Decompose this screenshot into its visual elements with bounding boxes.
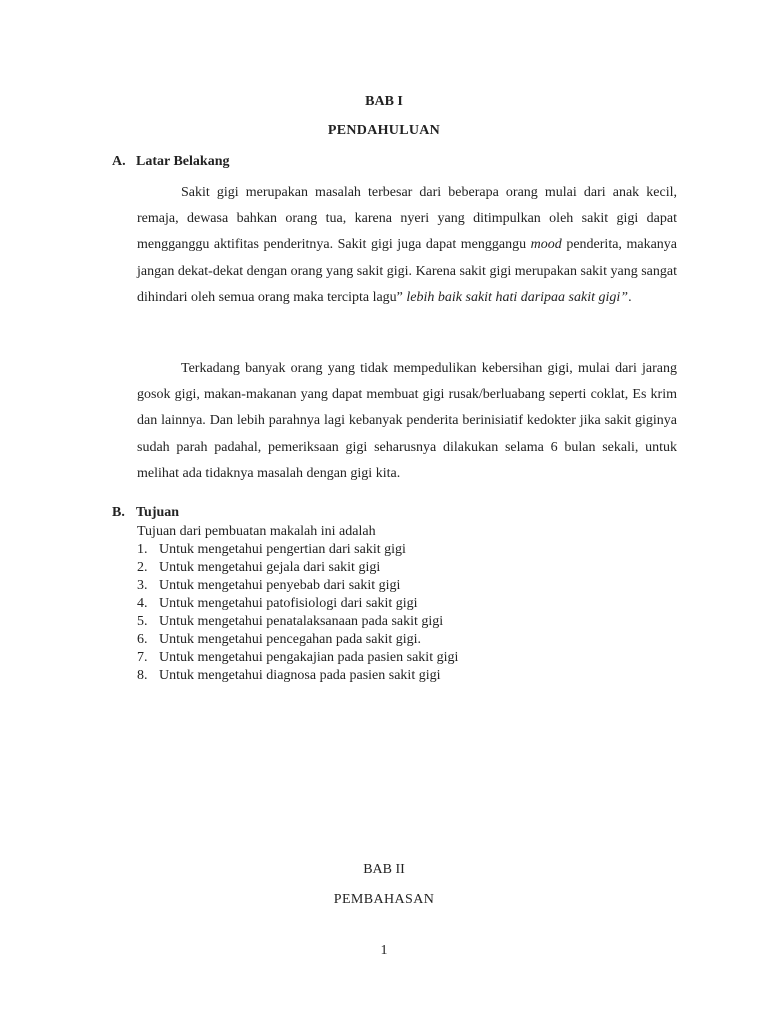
list-text: Untuk mengetahui penatalaksanaan pada sakit gigi xyxy=(159,614,444,629)
list-number: 7. xyxy=(137,650,148,665)
section-marker: A. xyxy=(112,154,126,169)
paragraph-latar-belakang-2 xyxy=(137,356,677,487)
list-number: 3. xyxy=(137,578,148,593)
list-item xyxy=(137,613,458,631)
chapter-title: PEMBAHASAN xyxy=(333,892,435,907)
paragraph-text: . xyxy=(628,289,632,305)
list-text: Untuk mengetahui patofisiologi dari sakit gigi xyxy=(159,596,418,611)
italic-term: mood xyxy=(530,237,562,253)
list-item xyxy=(137,649,458,667)
list-item xyxy=(137,577,458,595)
tujuan-list xyxy=(137,541,458,685)
list-text: Untuk mengetahui pengertian dari sakit gigi xyxy=(159,542,406,557)
tujuan-intro: Tujuan dari pembuatan makalah ini adalah xyxy=(137,524,376,539)
section-marker: B. xyxy=(112,505,125,520)
list-number: 5. xyxy=(137,614,148,629)
section-heading-latar-belakang xyxy=(112,154,229,170)
list-text: Untuk mengetahui diagnosa pada pasien sakit gigi xyxy=(159,668,441,683)
list-item xyxy=(137,541,458,559)
list-item xyxy=(137,559,458,577)
paragraph-text: Sakit gigi merupakan masalah terbesar dari beberapa orang mulai dari anak kecil, remaja, dewasa bahkan orang tua, karena nyeri yang ditimpulkan oleh sakit gigi dapat mengganggu aktifitas penderitnya. Sakit gigi juga dapat menggangu xyxy=(137,185,677,253)
song-quote: lebih baik sakit hati daripaa sakit gigi” xyxy=(406,289,629,305)
paragraph-latar-belakang-1 xyxy=(137,180,677,311)
chapter-number: BAB II xyxy=(363,862,405,877)
list-item xyxy=(137,667,458,685)
paragraph-text: penderita, makanya jangan dekat-dekat dengan orang yang sakit gigi. Karena sakit gigi merupakan sakit yang sangat dihindari oleh semua orang maka tercipta lagu” xyxy=(137,237,678,305)
list-number: 1. xyxy=(137,542,148,557)
list-number: 4. xyxy=(137,596,148,611)
section-title: Latar Belakang xyxy=(136,154,230,169)
paragraph-text: Terkadang banyak orang yang tidak mempedulikan kebersihan gigi, mulai dari jarang gosok gigi, makan-makanan yang dapat membuat gigi rusak/berluabang seperti coklat, Es krim dan lainnya. Dan lebih parahnya lagi kebanyak penderita berinisiatif kedokter jika sakit giginya sudah parah padahal, pemeriksaan gigi seharusnya dilakukan selama 6 bulan sekali, untuk melihat ada tidaknya masalah dengan gigi kita. xyxy=(137,361,677,481)
chapter-number: BAB I xyxy=(365,94,403,109)
section-heading-tujuan xyxy=(112,505,179,521)
list-number: 8. xyxy=(137,668,148,683)
list-text: Untuk mengetahui gejala dari sakit gigi xyxy=(159,560,381,575)
section-title: Tujuan xyxy=(136,505,180,520)
list-item xyxy=(137,595,458,613)
list-text: Untuk mengetahui pengakajian pada pasien sakit gigi xyxy=(159,650,459,665)
list-text: Untuk mengetahui penyebab dari sakit gigi xyxy=(159,578,401,593)
chapter-title: PENDAHULUAN xyxy=(327,123,441,138)
page-number: 1 xyxy=(380,943,388,958)
list-number: 2. xyxy=(137,560,148,575)
list-number: 6. xyxy=(137,632,148,647)
list-item xyxy=(137,631,458,649)
list-text: Untuk mengetahui pencegahan pada sakit gigi. xyxy=(159,632,422,647)
